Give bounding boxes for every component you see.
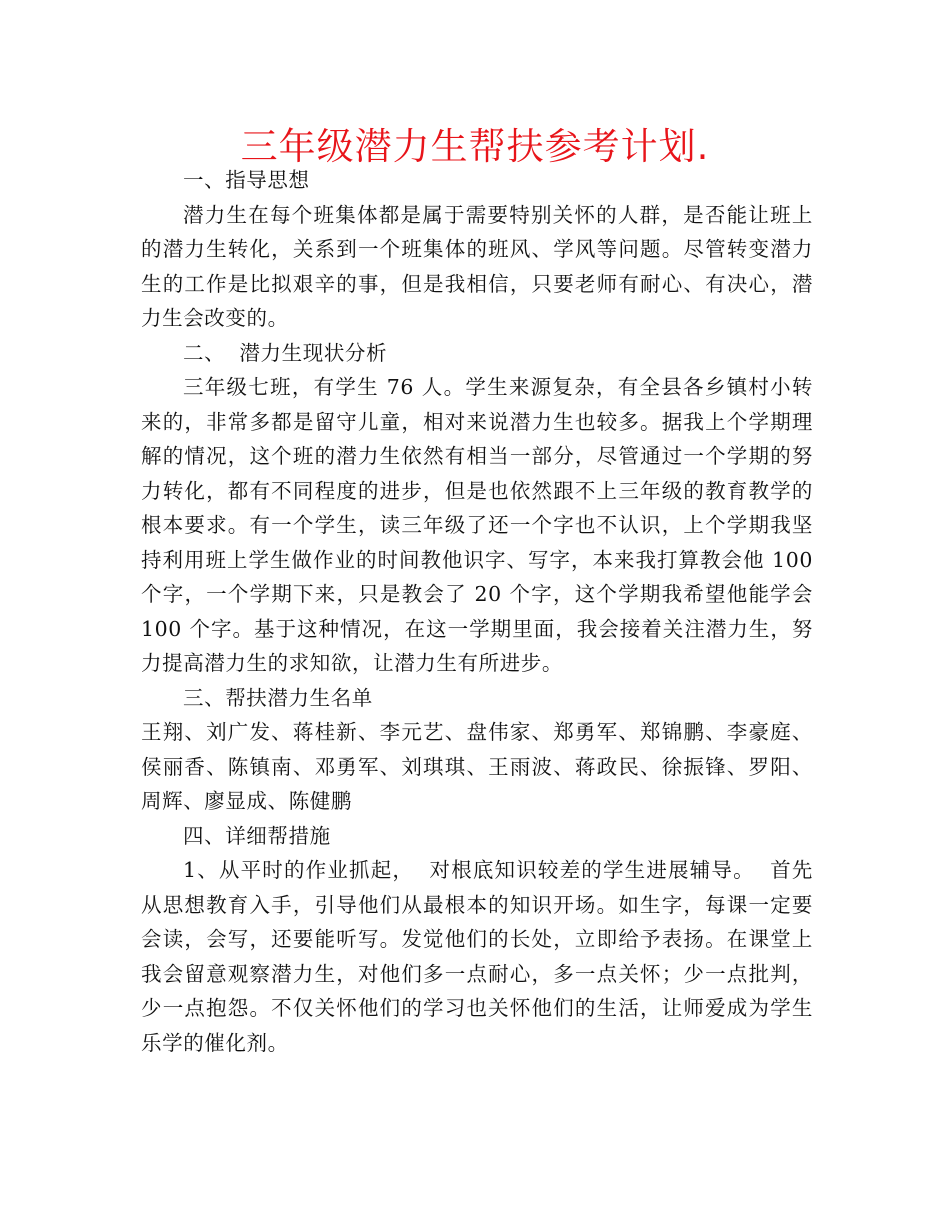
document-title: 三年级潜力生帮扶参考计划. bbox=[240, 125, 710, 168]
student-name-list: 王翔、刘广发、蒋桂新、李元艺、盘伟家、郑勇军、郑锦鹏、李豪庭、侯丽香、陈镇南、邓勇军、刘琪琪、王雨波、蒋政民、徐振锋、罗阳、周辉、廖显成、陈健鹏 bbox=[141, 720, 813, 813]
section-paragraph-status-analysis: 三年级七班，有学生 76 人。学生来源复杂，有全县各乡镇村小转来的，非常多都是留守儿童，相对来说潜力生也较多。据我上个学期理解的情况，这个班的潜力生依然有相当一部分，尽管通过一个学期的努力转化，都有不同程度的进步，但是也依然跟不上三年级的教育教学的根本要求。有一个学生，读三年级了还一个字也不认识，上个学期我坚持利用班上学生做作业的时间教他识字、写字，本来我打算教会他 100 个字，一个学期下来，只是教会了 20 个字，这个学期我希望他能学会 100 个字。基于这种情况，在这一学期里面，我会接着关注潜力生，努力提高潜力生的求知欲，让潜力生有所进步。 bbox=[141, 375, 813, 675]
document-body bbox=[141, 163, 813, 1060]
section-paragraph-guiding-ideology: 潜力生在每个班集体都是属于需要特别关怀的人群，是否能让班上的潜力生转化，关系到一个班集体的班风、学风等问题。尽管转变潜力生的工作是比拟艰辛的事，但是我相信，只要老师有耐心、有决心，潜力生会改变的。 bbox=[141, 202, 813, 330]
section-heading-status-analysis: 二、 潜力生现状分析 bbox=[183, 340, 388, 365]
section-heading-student-list: 三、帮扶潜力生名单 bbox=[183, 685, 373, 710]
section-heading-measures: 四、详细帮措施 bbox=[183, 823, 331, 848]
section-heading-guiding-ideology: 一、指导思想 bbox=[183, 168, 310, 192]
section-paragraph-measures: 1、从平时的作业抓起， 对根底知识较差的学生进展辅导。 首先从思想教育入手，引导他们从最根本的知识开场。如生字，每课一定要会读，会写，还要能听写。发觉他们的长处，立即给予表扬。在课堂上我会留意观察潜力生，对他们多一点耐心，多一点关怀；少一点批判，少一点抱怨。不仅关怀他们的学习也关怀他们的生活，让师爱成为学生乐学的催化剂。 bbox=[141, 858, 813, 1055]
